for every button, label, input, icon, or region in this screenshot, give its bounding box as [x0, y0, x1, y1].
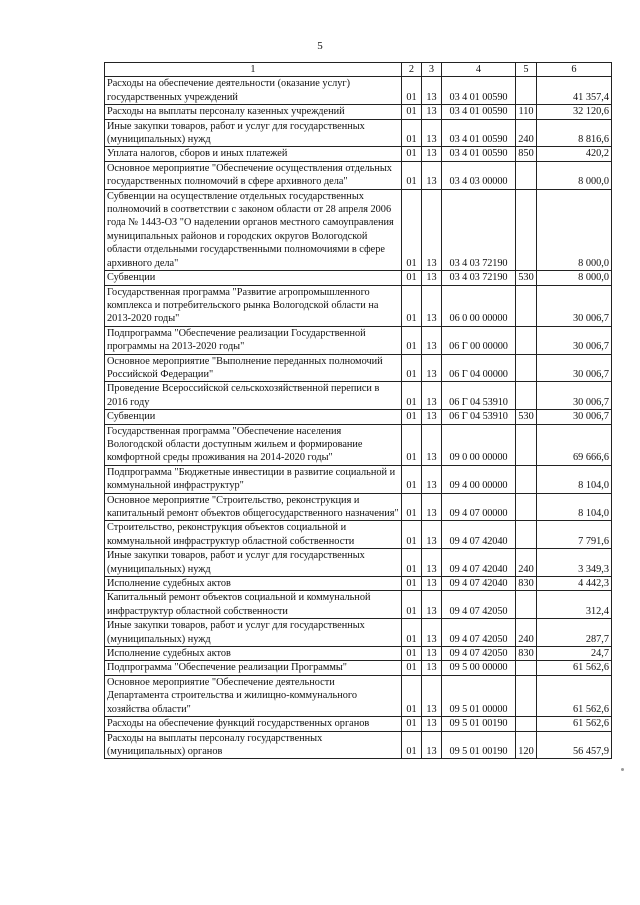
row-name: Расходы на обеспечение деятельности (оказание услуг) государственных учреждений: [105, 77, 402, 105]
row-name: Подпрограмма "Обеспечение реализации Государственной программы на 2013-2020 годы": [105, 326, 402, 354]
row-col-6: 420,2: [537, 147, 612, 161]
row-col-4: 09 4 00 00000: [442, 465, 516, 493]
row-col-3: 13: [422, 189, 442, 270]
row-col-6: 8 000,0: [537, 161, 612, 189]
row-col-2: 01: [402, 591, 422, 619]
row-col-4: 09 5 01 00190: [442, 717, 516, 731]
header-col-1: 1: [105, 63, 402, 77]
row-col-6: 30 006,7: [537, 382, 612, 410]
row-col-6: 312,4: [537, 591, 612, 619]
row-col-2: 01: [402, 285, 422, 326]
row-col-2: 01: [402, 189, 422, 270]
row-col-4: 03 4 01 00590: [442, 77, 516, 105]
row-col-2: 01: [402, 577, 422, 591]
row-col-6: 61 562,6: [537, 717, 612, 731]
table-row: [105, 285, 612, 326]
row-name: Проведение Всероссийской сельскохозяйственной переписи в 2016 году: [105, 382, 402, 410]
row-col-3: 13: [422, 591, 442, 619]
table-row: [105, 521, 612, 549]
row-col-3: 13: [422, 119, 442, 147]
row-col-2: 01: [402, 661, 422, 675]
row-col-6: 61 562,6: [537, 675, 612, 716]
header-col-5: 5: [516, 63, 537, 77]
table-row: [105, 549, 612, 577]
table-row: [105, 189, 612, 270]
row-col-5: 240: [516, 119, 537, 147]
row-col-4: 03 4 03 00000: [442, 161, 516, 189]
header-col-2: 2: [402, 63, 422, 77]
row-col-2: 01: [402, 619, 422, 647]
row-name: Иные закупки товаров, работ и услуг для государственных (муниципальных) нужд: [105, 119, 402, 147]
row-name: Иные закупки товаров, работ и услуг для государственных (муниципальных) нужд: [105, 549, 402, 577]
row-name: Государственная программа "Развитие агропромышленного комплекса и потребительского рынка Вологодской области на 2013-2020 годы": [105, 285, 402, 326]
table-row: [105, 619, 612, 647]
row-col-4: 09 4 07 42040: [442, 521, 516, 549]
row-col-3: 13: [422, 619, 442, 647]
row-col-4: 09 4 07 00000: [442, 493, 516, 521]
row-col-6: 30 006,7: [537, 285, 612, 326]
table-body: [105, 77, 612, 759]
row-col-2: 01: [402, 147, 422, 161]
row-col-4: 09 5 00 00000: [442, 661, 516, 675]
row-col-5: [516, 424, 537, 465]
table-row: [105, 77, 612, 105]
row-col-4: 03 4 01 00590: [442, 147, 516, 161]
row-col-5: 830: [516, 577, 537, 591]
row-col-3: 13: [422, 675, 442, 716]
row-col-2: 01: [402, 493, 422, 521]
row-col-4: 09 5 01 00000: [442, 675, 516, 716]
row-col-5: [516, 675, 537, 716]
row-name: Исполнение судебных актов: [105, 647, 402, 661]
row-col-6: 8 000,0: [537, 271, 612, 285]
row-col-2: 01: [402, 717, 422, 731]
scan-mark: [621, 768, 624, 771]
row-col-6: 69 666,6: [537, 424, 612, 465]
row-col-3: 13: [422, 161, 442, 189]
table-row: [105, 577, 612, 591]
row-col-3: 13: [422, 521, 442, 549]
row-col-4: 03 4 01 00590: [442, 105, 516, 119]
row-col-2: 01: [402, 161, 422, 189]
row-col-3: 13: [422, 105, 442, 119]
row-col-4: 06 Г 00 00000: [442, 326, 516, 354]
row-col-3: 13: [422, 424, 442, 465]
row-col-3: 13: [422, 493, 442, 521]
table-row: [105, 271, 612, 285]
row-col-3: 13: [422, 271, 442, 285]
row-col-6: 3 349,3: [537, 549, 612, 577]
row-col-2: 01: [402, 354, 422, 382]
row-col-5: 530: [516, 271, 537, 285]
row-col-6: 32 120,6: [537, 105, 612, 119]
row-col-3: 13: [422, 661, 442, 675]
row-col-4: 09 4 07 42040: [442, 577, 516, 591]
row-name: Субвенции: [105, 410, 402, 424]
table-row: [105, 119, 612, 147]
row-col-2: 01: [402, 271, 422, 285]
table-row: [105, 382, 612, 410]
row-col-3: 13: [422, 577, 442, 591]
row-name: Строительство, реконструкция объектов социальной и коммунальной инфраструктур областной собственности: [105, 521, 402, 549]
row-col-2: 01: [402, 549, 422, 577]
row-name: Субвенции на осуществление отдельных государственных полномочий в соответствии с законом области от 28 апреля 2006 года № 1443-ОЗ "О наделении органов местного самоуправления муниципальных районов и городских округов Вологодской области отдельными государственными полномочиями в сфере архивного дела": [105, 189, 402, 270]
table-row: [105, 424, 612, 465]
row-col-3: 13: [422, 410, 442, 424]
table-header-row: [105, 63, 612, 77]
row-col-3: 13: [422, 354, 442, 382]
row-col-5: 240: [516, 619, 537, 647]
row-col-4: 06 Г 04 53910: [442, 382, 516, 410]
row-col-2: 01: [402, 647, 422, 661]
row-col-5: [516, 285, 537, 326]
row-col-5: [516, 661, 537, 675]
row-name: Государственная программа "Обеспечение населения Вологодской области доступным жильем и формирование комфортной среды проживания на 2014-2020 годы": [105, 424, 402, 465]
row-col-3: 13: [422, 77, 442, 105]
table-row: [105, 105, 612, 119]
row-col-2: 01: [402, 77, 422, 105]
row-name: Капитальный ремонт объектов социальной и коммунальной инфраструктур областной собственности: [105, 591, 402, 619]
row-name: Расходы на обеспечение функций государственных органов: [105, 717, 402, 731]
row-col-6: 8 000,0: [537, 189, 612, 270]
row-col-2: 01: [402, 731, 422, 759]
row-col-6: 7 791,6: [537, 521, 612, 549]
row-col-6: 8 816,6: [537, 119, 612, 147]
row-col-2: 01: [402, 521, 422, 549]
row-name: Основное мероприятие "Строительство, реконструкция и капитальный ремонт объектов общегосударственного назначения": [105, 493, 402, 521]
row-col-4: 09 4 07 42040: [442, 549, 516, 577]
table-row: [105, 493, 612, 521]
row-col-6: 4 442,3: [537, 577, 612, 591]
row-name: Основное мероприятие "Выполнение переданных полномочий Российской Федерации": [105, 354, 402, 382]
row-col-3: 13: [422, 147, 442, 161]
row-col-2: 01: [402, 119, 422, 147]
row-col-5: 530: [516, 410, 537, 424]
row-col-5: 850: [516, 147, 537, 161]
row-col-5: [516, 717, 537, 731]
row-col-3: 13: [422, 326, 442, 354]
row-col-4: 06 0 00 00000: [442, 285, 516, 326]
row-name: Расходы на выплаты персоналу казенных учреждений: [105, 105, 402, 119]
row-col-4: 09 4 07 42050: [442, 647, 516, 661]
row-col-4: 03 4 01 00590: [442, 119, 516, 147]
row-col-2: 01: [402, 326, 422, 354]
row-col-5: [516, 591, 537, 619]
table-row: [105, 647, 612, 661]
row-col-3: 13: [422, 647, 442, 661]
row-col-2: 01: [402, 675, 422, 716]
row-col-2: 01: [402, 105, 422, 119]
row-col-6: 30 006,7: [537, 354, 612, 382]
row-col-3: 13: [422, 549, 442, 577]
row-col-4: 06 Г 04 00000: [442, 354, 516, 382]
row-name: Исполнение судебных актов: [105, 577, 402, 591]
row-col-2: 01: [402, 382, 422, 410]
row-name: Иные закупки товаров, работ и услуг для государственных (муниципальных) нужд: [105, 619, 402, 647]
row-col-4: 09 4 07 42050: [442, 619, 516, 647]
table-row: [105, 591, 612, 619]
row-col-3: 13: [422, 465, 442, 493]
table-row: [105, 326, 612, 354]
row-col-2: 01: [402, 410, 422, 424]
row-col-4: 09 0 00 00000: [442, 424, 516, 465]
row-col-3: 13: [422, 731, 442, 759]
table-row: [105, 147, 612, 161]
row-col-6: 56 457,9: [537, 731, 612, 759]
table-row: [105, 661, 612, 675]
table-row: [105, 354, 612, 382]
row-col-6: 8 104,0: [537, 465, 612, 493]
row-col-3: 13: [422, 285, 442, 326]
row-col-5: [516, 326, 537, 354]
row-col-6: 24,7: [537, 647, 612, 661]
row-col-5: [516, 189, 537, 270]
table-row: [105, 410, 612, 424]
row-col-3: 13: [422, 382, 442, 410]
budget-table: [104, 62, 612, 759]
row-name: Подпрограмма "Обеспечение реализации Программы": [105, 661, 402, 675]
row-col-4: 03 4 03 72190: [442, 189, 516, 270]
header-col-3: 3: [422, 63, 442, 77]
row-col-5: [516, 161, 537, 189]
row-col-4: 09 5 01 00190: [442, 731, 516, 759]
row-col-6: 41 357,4: [537, 77, 612, 105]
row-col-2: 01: [402, 424, 422, 465]
row-name: Основное мероприятие "Обеспечение осуществления отдельных государственных полномочий в сфере архивного дела": [105, 161, 402, 189]
row-name: Субвенции: [105, 271, 402, 285]
table-row: [105, 675, 612, 716]
page-number: 5: [317, 40, 323, 52]
row-name: Уплата налогов, сборов и иных платежей: [105, 147, 402, 161]
row-name: Основное мероприятие "Обеспечение деятельности Департамента строительства и жилищно-коммунального хозяйства области": [105, 675, 402, 716]
row-col-4: 09 4 07 42050: [442, 591, 516, 619]
table-row: [105, 465, 612, 493]
row-col-6: 30 006,7: [537, 410, 612, 424]
row-col-5: [516, 354, 537, 382]
row-col-5: [516, 382, 537, 410]
table-row: [105, 717, 612, 731]
row-col-5: [516, 77, 537, 105]
row-col-3: 13: [422, 717, 442, 731]
header-col-6: 6: [537, 63, 612, 77]
row-col-5: [516, 465, 537, 493]
row-col-6: 30 006,7: [537, 326, 612, 354]
row-col-6: 8 104,0: [537, 493, 612, 521]
row-col-5: [516, 521, 537, 549]
row-col-6: 61 562,6: [537, 661, 612, 675]
row-col-4: 06 Г 04 53910: [442, 410, 516, 424]
table-row: [105, 161, 612, 189]
table-row: [105, 731, 612, 759]
row-col-5: 240: [516, 549, 537, 577]
row-col-2: 01: [402, 465, 422, 493]
row-col-5: 830: [516, 647, 537, 661]
row-name: Подпрограмма "Бюджетные инвестиции в развитие социальной и коммунальной инфраструктур": [105, 465, 402, 493]
row-name: Расходы на выплаты персоналу государственных (муниципальных) органов: [105, 731, 402, 759]
row-col-5: 110: [516, 105, 537, 119]
header-col-4: 4: [442, 63, 516, 77]
row-col-4: 03 4 03 72190: [442, 271, 516, 285]
row-col-5: [516, 493, 537, 521]
row-col-5: 120: [516, 731, 537, 759]
row-col-6: 287,7: [537, 619, 612, 647]
